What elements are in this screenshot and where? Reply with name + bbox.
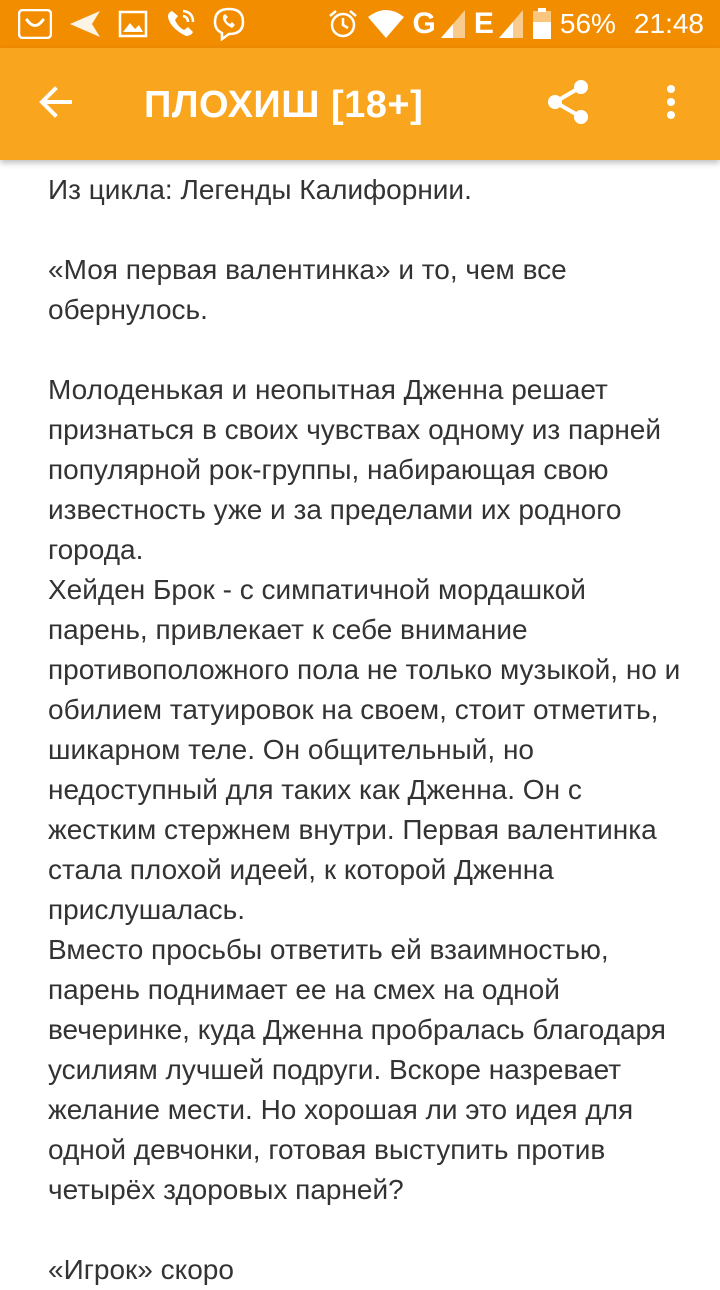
gallery-icon	[118, 10, 148, 38]
series-line: Из цикла: Легенды Калифорнии.	[48, 174, 472, 205]
app-bar	[0, 48, 720, 160]
more-vert-icon	[665, 84, 677, 125]
phone-icon	[164, 8, 196, 40]
spacer	[48, 1210, 688, 1250]
battery-percent: 56%	[559, 8, 616, 39]
more-options-button[interactable]	[646, 76, 696, 132]
spacer	[48, 210, 688, 250]
next-book-teaser: «Игрок» скоро	[48, 1254, 234, 1285]
share-icon	[543, 77, 593, 132]
book-description	[48, 170, 688, 1290]
signal-icon-2	[498, 9, 524, 39]
description-paragraph: Вместо просьбы ответить ей взаимностью, парень поднимает ее на смех на одной вечеринке, куда Дженна пробралась благодаря усилиям лучшей подруги. Вскоре назревает желание мести. Но хорошая ли это идея для одной девчонки, готовая выступить против четырёх здоровых парней?	[48, 934, 666, 1205]
share-button[interactable]	[538, 76, 598, 132]
spacer	[48, 330, 688, 370]
odnoklassniki-icon	[18, 9, 52, 39]
wifi-icon	[367, 9, 405, 39]
page-title: ПЛОХИШ [18+]	[144, 84, 424, 126]
subtitle-paragraph: «Моя первая валентинка» и то, чем все обернулось.	[48, 254, 567, 325]
arrow-back-icon	[38, 84, 74, 125]
alarm-icon	[327, 8, 359, 40]
battery-icon	[532, 8, 552, 40]
viber-icon	[212, 7, 246, 41]
network-type-label: G	[412, 7, 436, 40]
clock: 21:48	[633, 8, 704, 39]
signal-icon	[440, 9, 466, 39]
description-paragraph: Хейден Брок - с симпатичной мордашкой парень, привлекает к себе внимание противоположного пола не только музыкой, но и обилием татуировок на своем, стоит отметить, шикарном теле. Он общительный, но недоступный для таких как Дженна. Он с жестким стержнем внутри. Первая валентинка стала плохой идеей, к которой Дженна прислушалась.	[48, 574, 681, 925]
back-button[interactable]	[28, 76, 84, 132]
description-paragraph: Молоденькая и неопытная Дженна решает признаться в своих чувствах одному из парней популярной рок-группы, набирающая свою известность уже и за пределами их родного города.	[48, 374, 661, 565]
network-type-label-2: E	[473, 7, 494, 40]
send-icon	[68, 9, 102, 39]
status-bar	[0, 0, 720, 48]
